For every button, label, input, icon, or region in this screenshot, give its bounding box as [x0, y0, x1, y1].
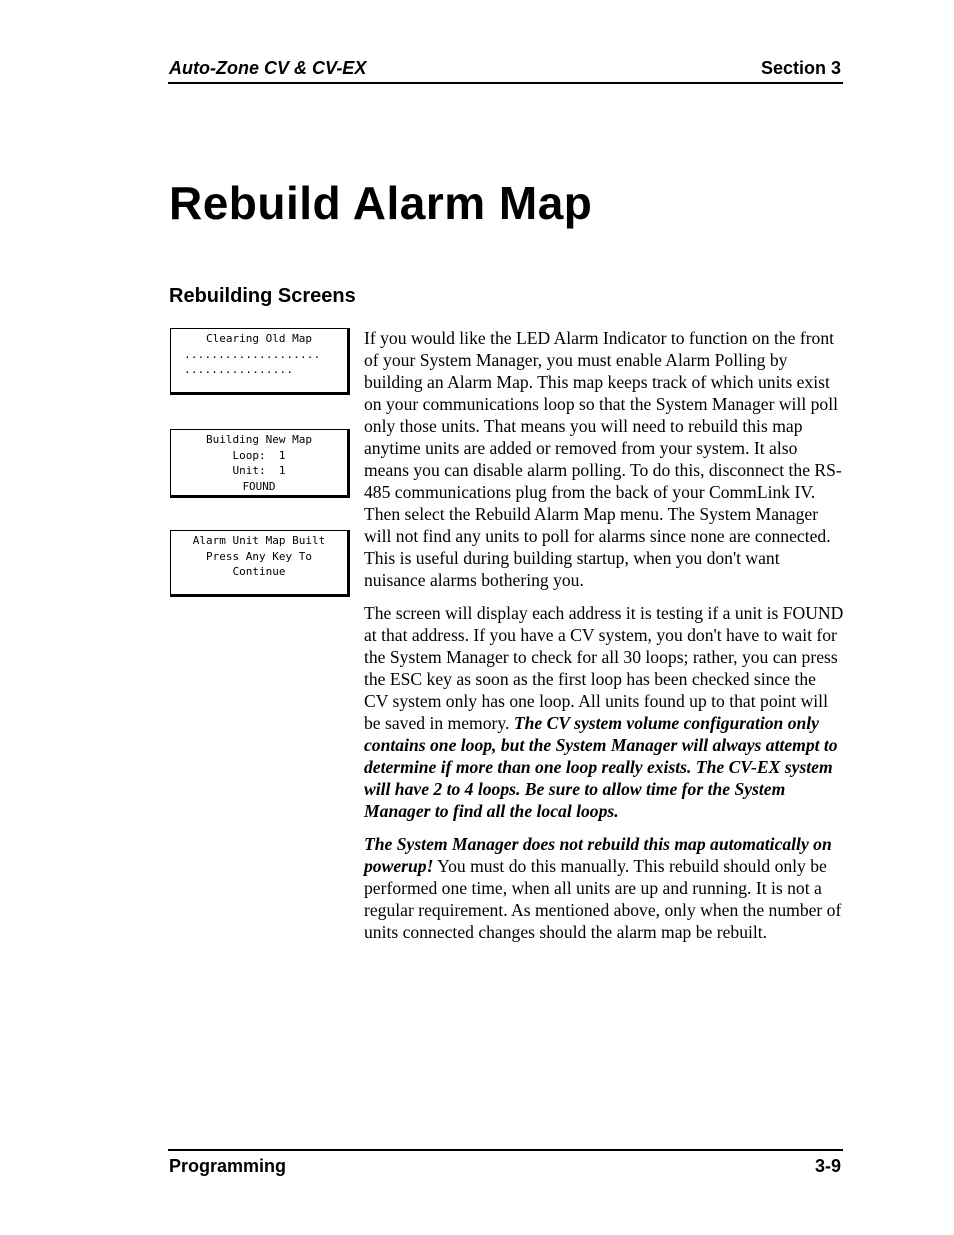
footer-chapter: Programming	[169, 1156, 287, 1176]
lcd-screen-complete	[170, 530, 350, 597]
screen-line: FOUND	[242, 479, 276, 493]
screen-line: Building New Map	[206, 433, 312, 446]
paragraph-text: You must do this manually. This rebuild should only be performed one time, when all units are up and running. It is not a regular requirement. As mentioned above, only when the number of units connected changes should the alarm map be rebuilt.	[364, 856, 842, 942]
paragraph-intro: If you would like the LED Alarm Indicator to function on the front of your System Manager, you must enable Alarm Polling by building an Alarm Map. This map keeps track of which units exist on your communications loop so that the System Manager will poll only those units. That means you will need to rebuild this map anytime units are added or removed from your system. It also means you can disable alarm polling. To do this, disconnect the RS-485 communications plug from the back of your CommLink IV. Then select the Rebuild Alarm Map menu. The System Manager will not find any units to poll for alarms since none are connected. This is useful during building startup, when you don't want nuisance alarms bothering you.	[364, 328, 842, 590]
footer-page-number: 3-9	[814, 1156, 841, 1176]
paragraph-text: The screen will display each address it is testing if a unit is FOUND at that address. If you have a CV system, you don't have to wait for the System Manager to check for all 30 loops; rather, you can press the ESC key as soon as the first loop has been checked since the CV system only has one loop. All units found up to that point will be saved in memory.	[364, 603, 844, 733]
screen-line: Alarm Unit Map Built	[192, 534, 326, 547]
lcd-screen-building	[170, 429, 350, 498]
screen-line: Press Any Key To	[206, 549, 312, 563]
body-text	[364, 327, 844, 954]
paragraph-manual-rebuild	[364, 833, 844, 943]
screen-line: ....................	[184, 347, 321, 361]
header-section: Section 3	[760, 58, 841, 78]
screen-line: Loop: 1	[232, 448, 286, 462]
paragraph-screen-display	[364, 602, 844, 822]
screen-line: Continue	[232, 565, 286, 578]
header-manual-title: Auto-Zone CV & CV-EX	[169, 58, 367, 78]
lcd-screen-clearing	[170, 328, 350, 395]
page-title: Rebuild Alarm Map	[169, 177, 593, 229]
page-footer	[168, 1149, 843, 1181]
screen-line: ................	[184, 363, 294, 376]
page-header	[168, 56, 843, 84]
section-subtitle: Rebuilding Screens	[169, 285, 356, 307]
screen-line: Unit: 1	[232, 464, 286, 477]
screen-line: Clearing Old Map	[206, 332, 312, 345]
emphasis-text: The System Manager does not rebuild this map automatically on powerup!	[364, 834, 832, 876]
emphasis-text: The CV system volume configuration only contains one loop, but the System Manager will always attempt to determine if more than one loop really exists. The CV-EX system will have 2 to 4 loops. Be sure to allow time for the System Manager to find all the local loops.	[364, 713, 838, 821]
